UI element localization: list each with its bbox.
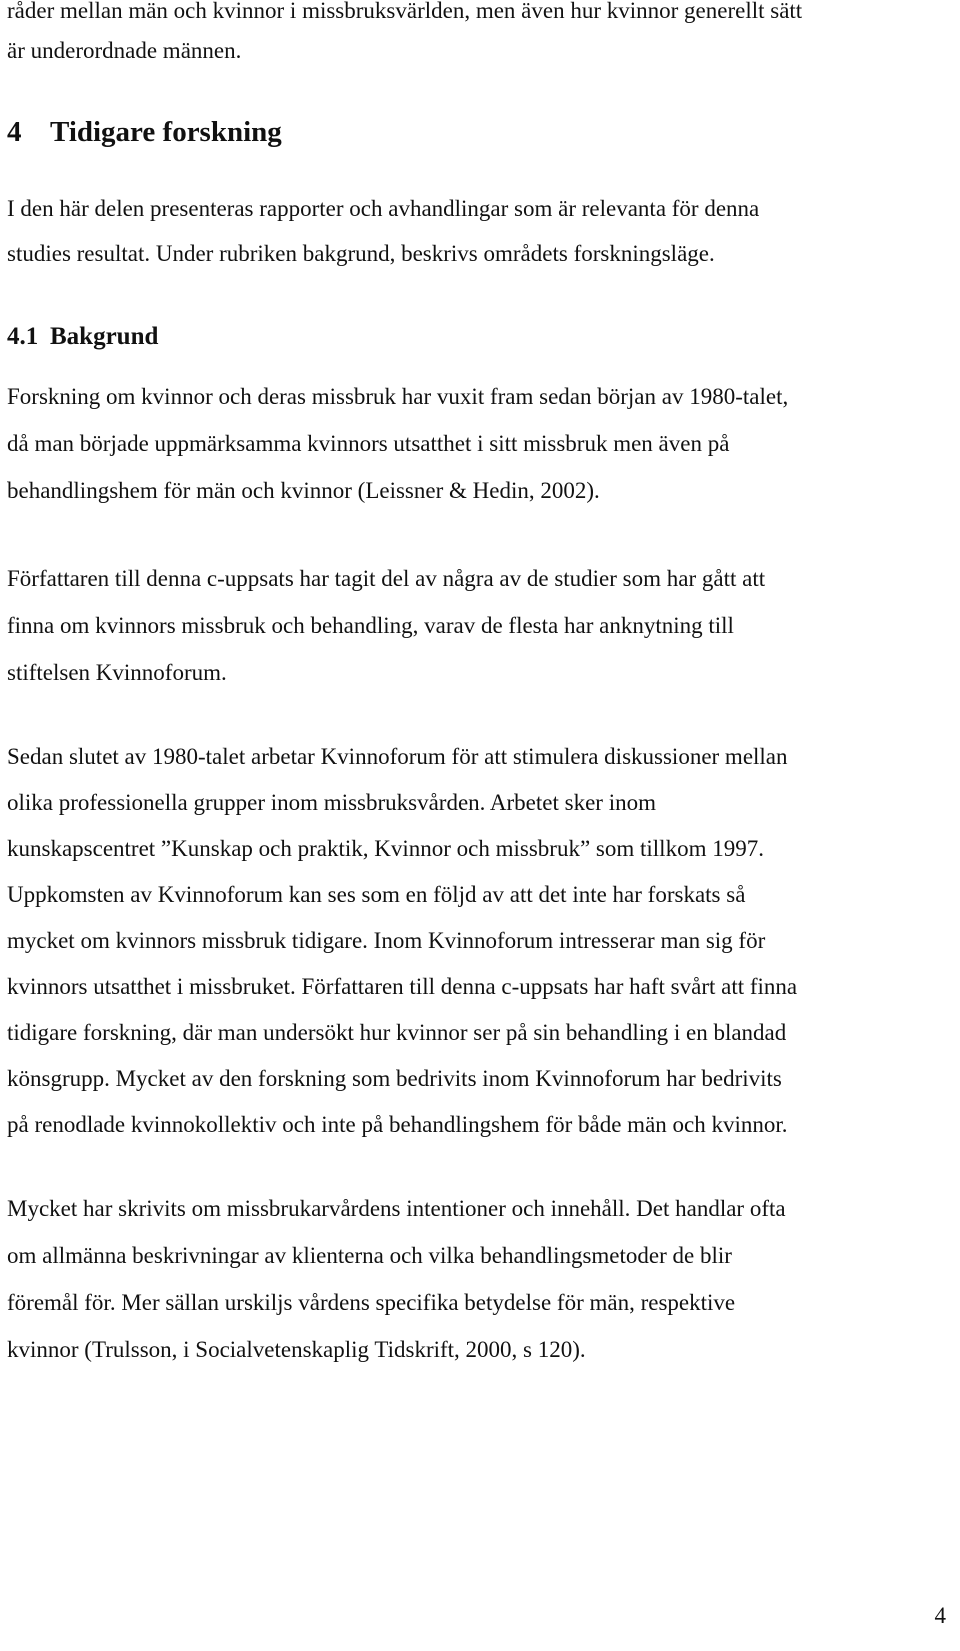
text-line: råder mellan män och kvinnor i missbruksvärlden, men även hur kvinnor generellt sätt — [7, 0, 803, 23]
text-line: kvinnor (Trulsson, i Socialvetenskaplig Tidskrift, 2000, s 120). — [7, 1337, 586, 1362]
intro-paragraph — [7, 0, 927, 71]
text-line: Uppkomsten av Kvinnoforum kan ses som en följd av att det inte har forskats så — [7, 882, 746, 907]
section-heading — [7, 116, 282, 149]
text-line: könsgrupp. Mycket av den forskning som bedrivits inom Kvinnoforum har bedrivits — [7, 1066, 782, 1091]
subsection-number: 4.1 — [7, 323, 39, 350]
section-number: 4 — [7, 116, 22, 148]
section-intro-paragraph — [7, 186, 927, 276]
text-line: om allmänna beskrivningar av klienterna och vilka behandlingsmetoder de blir — [7, 1243, 732, 1268]
subsection-heading — [7, 323, 158, 351]
text-line: stiftelsen Kvinnoforum. — [7, 660, 227, 685]
text-line: Mycket har skrivits om missbrukarvårdens intentioner och innehåll. Det handlar ofta — [7, 1196, 786, 1221]
text-line: Författaren till denna c-uppsats har tagit del av några av de studier som har gått att — [7, 566, 766, 591]
text-line: Forskning om kvinnor och deras missbruk har vuxit fram sedan början av 1980-talet, — [7, 384, 789, 409]
text-line: då man började uppmärksamma kvinnors utsatthet i sitt missbruk men även på — [7, 431, 730, 456]
text-line: föremål för. Mer sällan urskiljs vårdens specifika betydelse för män, respektive — [7, 1290, 736, 1315]
text-line: på renodlade kvinnokollektiv och inte på behandlingshem för både män och kvinnor. — [7, 1112, 788, 1137]
text-line: Sedan slutet av 1980-talet arbetar Kvinnoforum för att stimulera diskussioner mellan — [7, 744, 788, 769]
page-number: 4 — [934, 1603, 946, 1628]
text-line: olika professionella grupper inom missbruksvården. Arbetet sker inom — [7, 790, 656, 815]
text-line: I den här delen presenteras rapporter och avhandlingar som är relevanta för denna — [7, 196, 760, 221]
paragraph-2 — [7, 555, 927, 696]
paragraph-1 — [7, 373, 927, 514]
paragraph-3 — [7, 734, 927, 1148]
text-line: kvinnors utsatthet i missbruket. Författaren till denna c-uppsats har haft svårt att finna — [7, 974, 798, 999]
text-line: mycket om kvinnors missbruk tidigare. Inom Kvinnoforum intresserar man sig för — [7, 928, 766, 953]
paragraph-4 — [7, 1185, 927, 1373]
text-line: kunskapscentret ”Kunskap och praktik, Kvinnor och missbruk” som tillkom 1997. — [7, 836, 764, 861]
text-line: behandlingshem för män och kvinnor (Leissner & Hedin, 2002). — [7, 478, 600, 503]
subsection-title: Bakgrund — [50, 323, 159, 350]
text-line: studies resultat. Under rubriken bakgrund, beskrivs områdets forskningsläge. — [7, 241, 715, 266]
text-line: tidigare forskning, där man undersökt hur kvinnor ser på sin behandling i en blandad — [7, 1020, 787, 1045]
text-line: är underordnade männen. — [7, 38, 242, 63]
text-line: finna om kvinnors missbruk och behandling, varav de flesta har anknytning till — [7, 613, 734, 638]
section-title: Tidigare forskning — [50, 116, 282, 148]
